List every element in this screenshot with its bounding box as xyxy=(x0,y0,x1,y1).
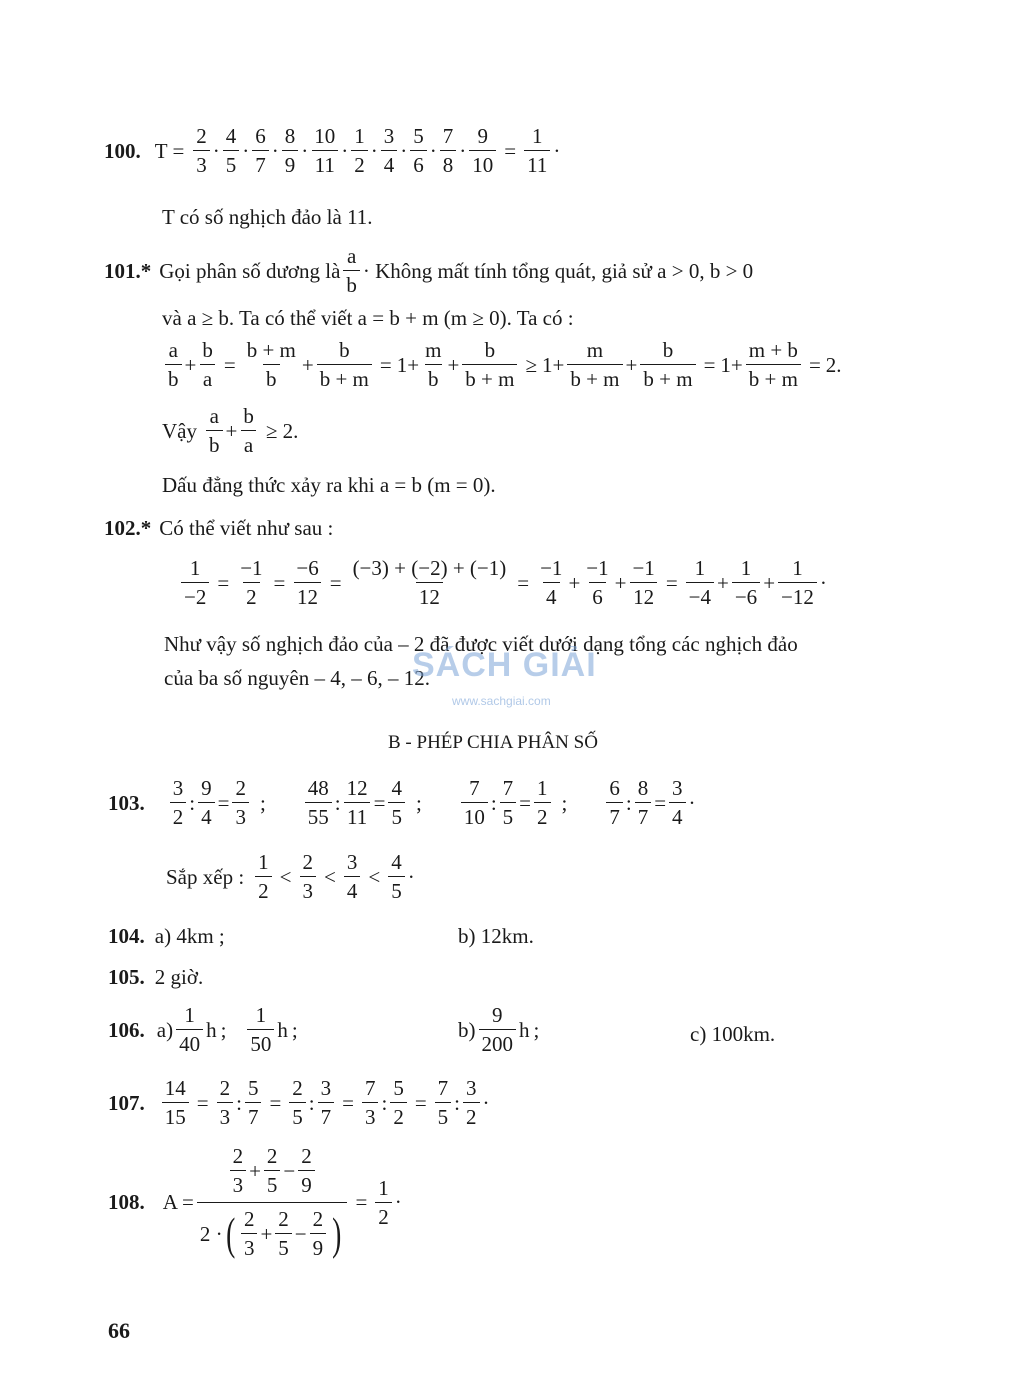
t-label: T = xyxy=(154,138,185,163)
fraction: $\frac{1}{2}$ xyxy=(351,126,368,176)
big-fraction: $\frac{2}{3}$ + $\frac{2}{5}$ − $\frac{2}{9}$ 2 · ( $\frac{2}{3}$ + $\frac{2}{5}$ − $\frac{2}{9}$ ) xyxy=(197,1146,348,1259)
product-chain: $\frac{2}{3}$ · $\frac{4}{5}$ · $\frac{6}{7}$ · $\frac{8}{9}$ · $\frac{10}{11}$ · $\frac{1}{2}$ · $\frac{3}{4}$ · $\frac{5}{6}$ · $\frac{7}{8}$ · $\frac{9}{10}$ = $\frac{1}{11}$ · xyxy=(190,126,560,176)
problem-number: 102.* xyxy=(104,516,152,540)
equation-101: $\frac{a}{b}$ + $\frac{b}{a}$ = $\frac{b + m}{b}$ + $\frac{b}{b + m}$ = 1 + $\frac{m}{b}$ + $\frac{b}{b + m}$ ≥ 1 + $\frac{m}{b + m}$ + $\frac{b}{b + m}$ = 1 + $\frac{m + b}{b + m}$ = 2. xyxy=(162,340,842,390)
fraction: $\frac{8}{9}$ xyxy=(282,126,299,176)
note-101: Dấu đẳng thức xảy ra khi a = b (m = 0). xyxy=(162,473,496,497)
fraction: $\frac{9}{10}$ xyxy=(469,126,496,176)
fraction: $\frac{2}{3}$ xyxy=(193,126,210,176)
problem-104-b: b) 12km. xyxy=(458,924,534,948)
problem-108: 108. A = $\frac{2}{3}$ + $\frac{2}{5}$ − $\frac{2}{9}$ 2 · ( $\frac{2}{3}$ + $\frac{2}{5}$ − $\frac{2}{9}$ ) = $\frac{1}{2}$ · xyxy=(108,1144,402,1260)
problem-101 xyxy=(104,246,753,296)
problem-number: 103. xyxy=(108,790,145,815)
problem-106-c: c) 100km. xyxy=(690,1022,776,1046)
problem-100 xyxy=(104,126,560,176)
watermark: SÁCH GIẢI www.sachgiai.com xyxy=(412,646,597,708)
fraction-a-b: $\frac{a}{b}$ xyxy=(343,246,360,296)
result-fraction: $\frac{1}{11}$ xyxy=(524,126,550,176)
equation-102: $\frac{1}{-2}$ = $\frac{-1}{2}$ = $\frac{-6}{12}$ = $\frac{(-3) + (-2) + (-1)}{12}$ = $\frac{-1}{4}$ + $\frac{-1}{6}$ + $\frac{-1}{12}$ = $\frac{1}{-4}$ + $\frac{1}{-6}$ + $\frac{1}{-12}$ · xyxy=(178,558,827,608)
fraction: $\frac{6}{7}$ xyxy=(252,126,269,176)
problem-102 xyxy=(104,516,333,541)
line-101-2: và a ≥ b. Ta có thể viết a = b + m (m ≥ 0). Ta có : xyxy=(162,306,574,330)
problem-number: 101.* xyxy=(104,258,152,283)
problem-105: 105. 2 giờ. xyxy=(108,965,204,989)
intro-text-2: · Không mất tính tổng quát, giả sử a > 0, b > 0 xyxy=(362,258,754,283)
problem-number: 100. xyxy=(104,138,141,163)
fraction: $\frac{5}{6}$ xyxy=(410,126,427,176)
problem-104: 104. a) 4km ; xyxy=(108,924,225,948)
intro-text: Có thể viết như sau : xyxy=(159,516,334,540)
note-102-2: của ba số nguyên – 4, – 6, – 12. xyxy=(164,666,430,690)
problem-106-b: b) $\frac{9}{200}$ h ; xyxy=(458,1003,540,1056)
note-102-1: Như vậy số nghịch đảo của – 2 đã được viết dưới dạng tổng các nghịch đảo xyxy=(164,632,798,656)
intro-text: Gọi phân số dương là xyxy=(159,258,341,283)
section-heading: B - PHÉP CHIA PHÂN SỐ xyxy=(388,732,598,753)
problem-103: 103. $\frac{3}{2}$ : $\frac{9}{4}$ = $\frac{2}{3}$ ; $\frac{48}{55}$ : $\frac{12}{11}$ = $\frac{4}{5}$ ; $\frac{7}{10}$ : $\frac{7}{5}$ = $\frac{1}{2}$ ; $\frac{6}{7}$ : $\frac{8}{7}$ = $\frac{3}{4}$ · xyxy=(108,776,696,829)
note-100: T có số nghịch đảo là 11. xyxy=(162,205,373,229)
fraction: $\frac{3}{4}$ xyxy=(381,126,398,176)
fraction: $\frac{7}{8}$ xyxy=(440,126,457,176)
fraction: $\frac{4}{5}$ xyxy=(223,126,240,176)
fraction: $\frac{10}{11}$ xyxy=(311,126,338,176)
conclusion-101: Vậy $\frac{a}{b}$ + $\frac{b}{a}$ ≥ 2. xyxy=(162,404,299,457)
problem-106: 106. a) $\frac{1}{40}$ h ; $\frac{1}{50}$ h ; xyxy=(108,1003,298,1056)
ordering-103: Sắp xếp : $\frac{1}{2}$ < $\frac{2}{3}$ < $\frac{3}{4}$ < $\frac{4}{5}$ · xyxy=(166,850,415,903)
problem-107: 107. $\frac{14}{15}$ = $\frac{2}{3}$ : $\frac{5}{7}$ = $\frac{2}{5}$ : $\frac{3}{7}$ = $\frac{7}{3}$ : $\frac{5}{2}$ = $\frac{7}{5}$ : $\frac{3}{2}$ · xyxy=(108,1076,490,1129)
page-number: 66 xyxy=(108,1318,130,1343)
